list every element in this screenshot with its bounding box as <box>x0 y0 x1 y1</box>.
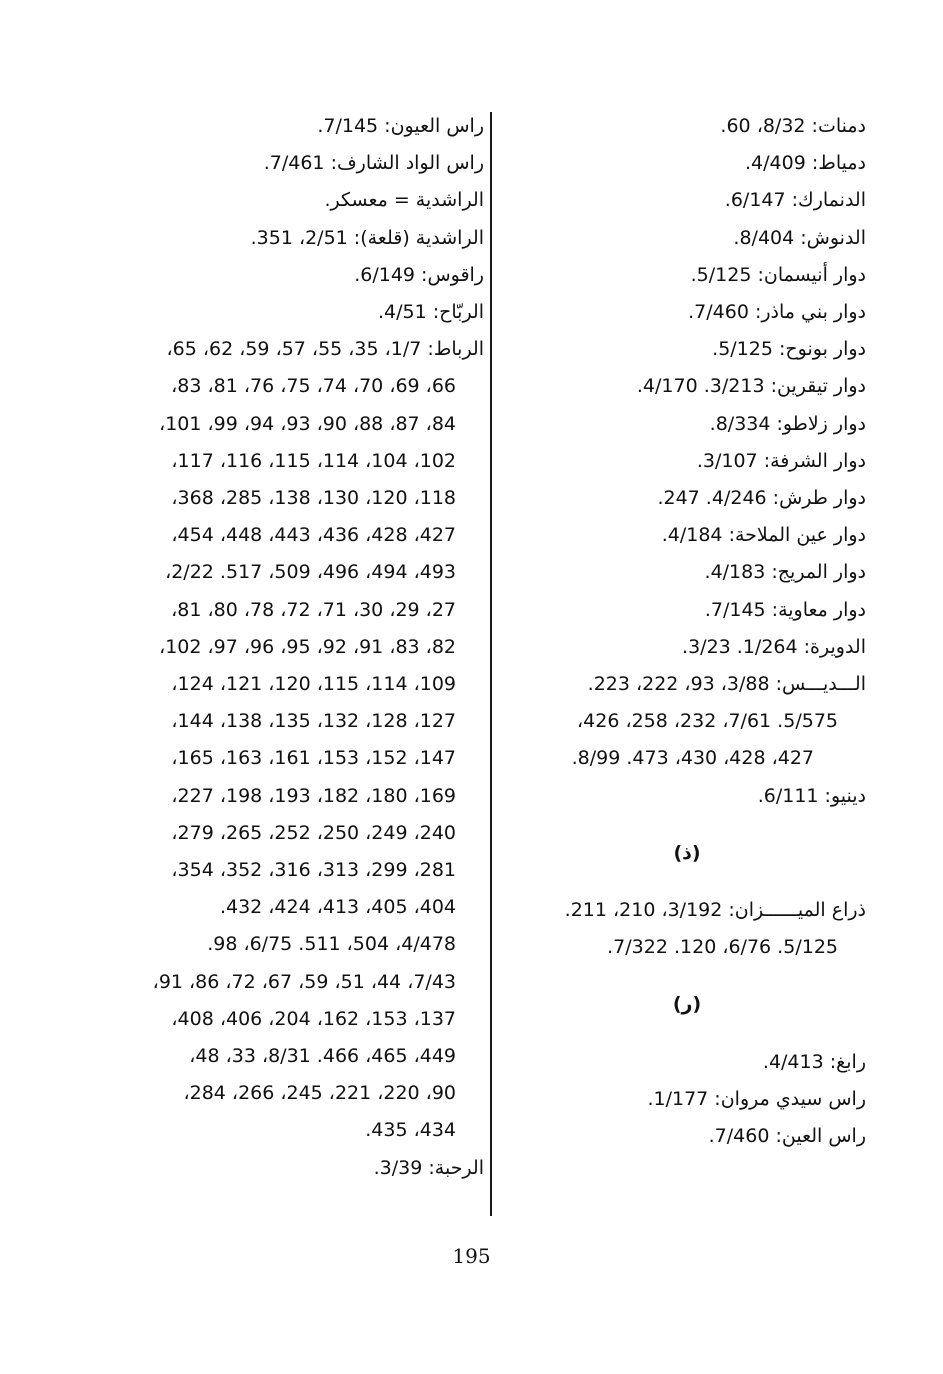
index-entry-continuation: 240، 249، 250، 252، 265، 279، <box>171 821 456 844</box>
index-entry: ذراع الميــــــزان: 3/192، 210، 211. <box>564 899 866 922</box>
index-entry: دمنات: 8/32، 60. <box>720 115 866 137</box>
index-entry: دوار المريج: 4/183. <box>704 561 866 584</box>
index-entry: دوار معاوية: 7/145. <box>704 598 866 621</box>
index-entry: الربّاح: 4/51. <box>377 301 484 324</box>
index-entry-continuation: 27، 29، 30، 71، 72، 78، 80، 81، <box>171 598 456 621</box>
index-entry: دوار بونوح: 5/125. <box>712 338 866 361</box>
index-entry: دوار الشرفة: 3/107. <box>696 449 866 472</box>
index-entry-continuation: 449، 465، 466. 8/31، 33، 48، <box>189 1045 456 1068</box>
index-entry: الراشدية = معسكر. <box>324 189 484 212</box>
index-entry-continuation: 127، 128، 132، 135، 138، 144، <box>171 710 456 733</box>
index-entry: الدنوش: 8/404. <box>733 226 866 249</box>
index-entry: الدنمارك: 6/147. <box>724 189 866 212</box>
index-entry: راقوس: 6/149. <box>354 263 484 286</box>
index-entry-continuation: 404، 405، 413، 424، 432. <box>219 896 456 919</box>
index-entry-continuation: 4/478، 504، 511. 6/75، 98. <box>207 933 456 956</box>
section-heading-ra: (ر) <box>672 993 702 1016</box>
index-entry-continuation: 90، 220، 221، 245، 266، 284، <box>183 1082 456 1105</box>
index-entry: دينيو: 6/111. <box>757 784 866 807</box>
index-entry: الراشدية (قلعة): 2/51، 351. <box>250 226 484 249</box>
index-entry: دوار طرش: 4/246. 247. <box>657 487 866 510</box>
index-entry-continuation: 118، 120، 130، 138، 285، 368، <box>171 487 456 510</box>
column-divider <box>490 112 492 1216</box>
index-entry: دوار عين الملاحة: 4/184. <box>661 524 866 547</box>
index-entry-continuation: 147، 152، 153، 161، 163، 165، <box>171 747 456 770</box>
index-entry-continuation: 434، 435. <box>365 1119 456 1142</box>
index-entry: دوار زلاطو: 8/334. <box>709 412 866 435</box>
index-entry: راس العيون: 7/145. <box>317 115 484 137</box>
index-entry-continuation: 493، 494، 496، 509، 517. 2/22، <box>165 561 456 584</box>
left-column <box>112 108 484 1187</box>
page-number: 195 <box>452 1244 491 1268</box>
index-entry-continuation: 84، 87، 88، 90، 93، 94، 99، 101، <box>159 412 456 435</box>
index-entry-continuation: 5/575. 7/61، 232، 258، 426، <box>577 710 838 733</box>
index-entry: الرحبة: 3/39. <box>373 1156 484 1179</box>
index-entry-continuation: 109، 114، 115، 120، 121، 124، <box>171 673 456 696</box>
index-entry-continuation: 427، 428، 430، 473. 8/99. <box>571 747 814 770</box>
index-entry: الدويرة: 1/264. 3/23. <box>682 635 866 658</box>
index-entry-continuation: 102، 104، 114، 115، 116، 117، <box>171 449 456 472</box>
index-entry-continuation: 7/43، 44، 51، 59، 67، 72، 86، 91، <box>152 970 456 993</box>
index-entry: دمياط: 4/409. <box>745 152 866 175</box>
index-entry: راس الواد الشارف: 7/461. <box>263 152 484 175</box>
right-column <box>500 108 866 1155</box>
index-entry-continuation: 137، 153، 162، 204، 406، 408، <box>171 1007 456 1030</box>
index-entry-continuation: 281، 299، 313، 316، 352، 354، <box>171 859 456 882</box>
section-heading-dhal: (ذ) <box>673 841 701 864</box>
index-entry: دوار أنيسمان: 5/125. <box>690 263 866 286</box>
index-entry: دوار بني ماذر: 7/460. <box>688 301 866 324</box>
index-entry-continuation: 82، 83، 91، 92، 95، 96، 97، 102، <box>159 635 456 658</box>
index-entry-continuation: 5/125. 6/76، 120. 7/322. <box>607 936 838 959</box>
index-entry-continuation: 66، 69، 70، 74، 75، 76، 81، 83، <box>171 375 456 398</box>
index-entry: الـــديـــس: 3/88، 93، 222، 223. <box>587 673 866 696</box>
index-entry-continuation: 427، 428، 436، 443، 448، 454، <box>171 524 456 547</box>
index-entry-continuation: 169، 180، 182، 193، 198، 227، <box>171 784 456 807</box>
index-entry: راس سيدي مروان: 1/177. <box>647 1087 866 1110</box>
index-entry: الرباط: 1/7، 35، 55، 57، 59، 62، 65، <box>166 338 484 361</box>
index-entry: دوار تيقرين: 3/213. 4/170. <box>636 375 866 398</box>
index-entry: رابغ: 4/413. <box>762 1050 866 1073</box>
index-entry: راس العين: 7/460. <box>708 1125 866 1148</box>
